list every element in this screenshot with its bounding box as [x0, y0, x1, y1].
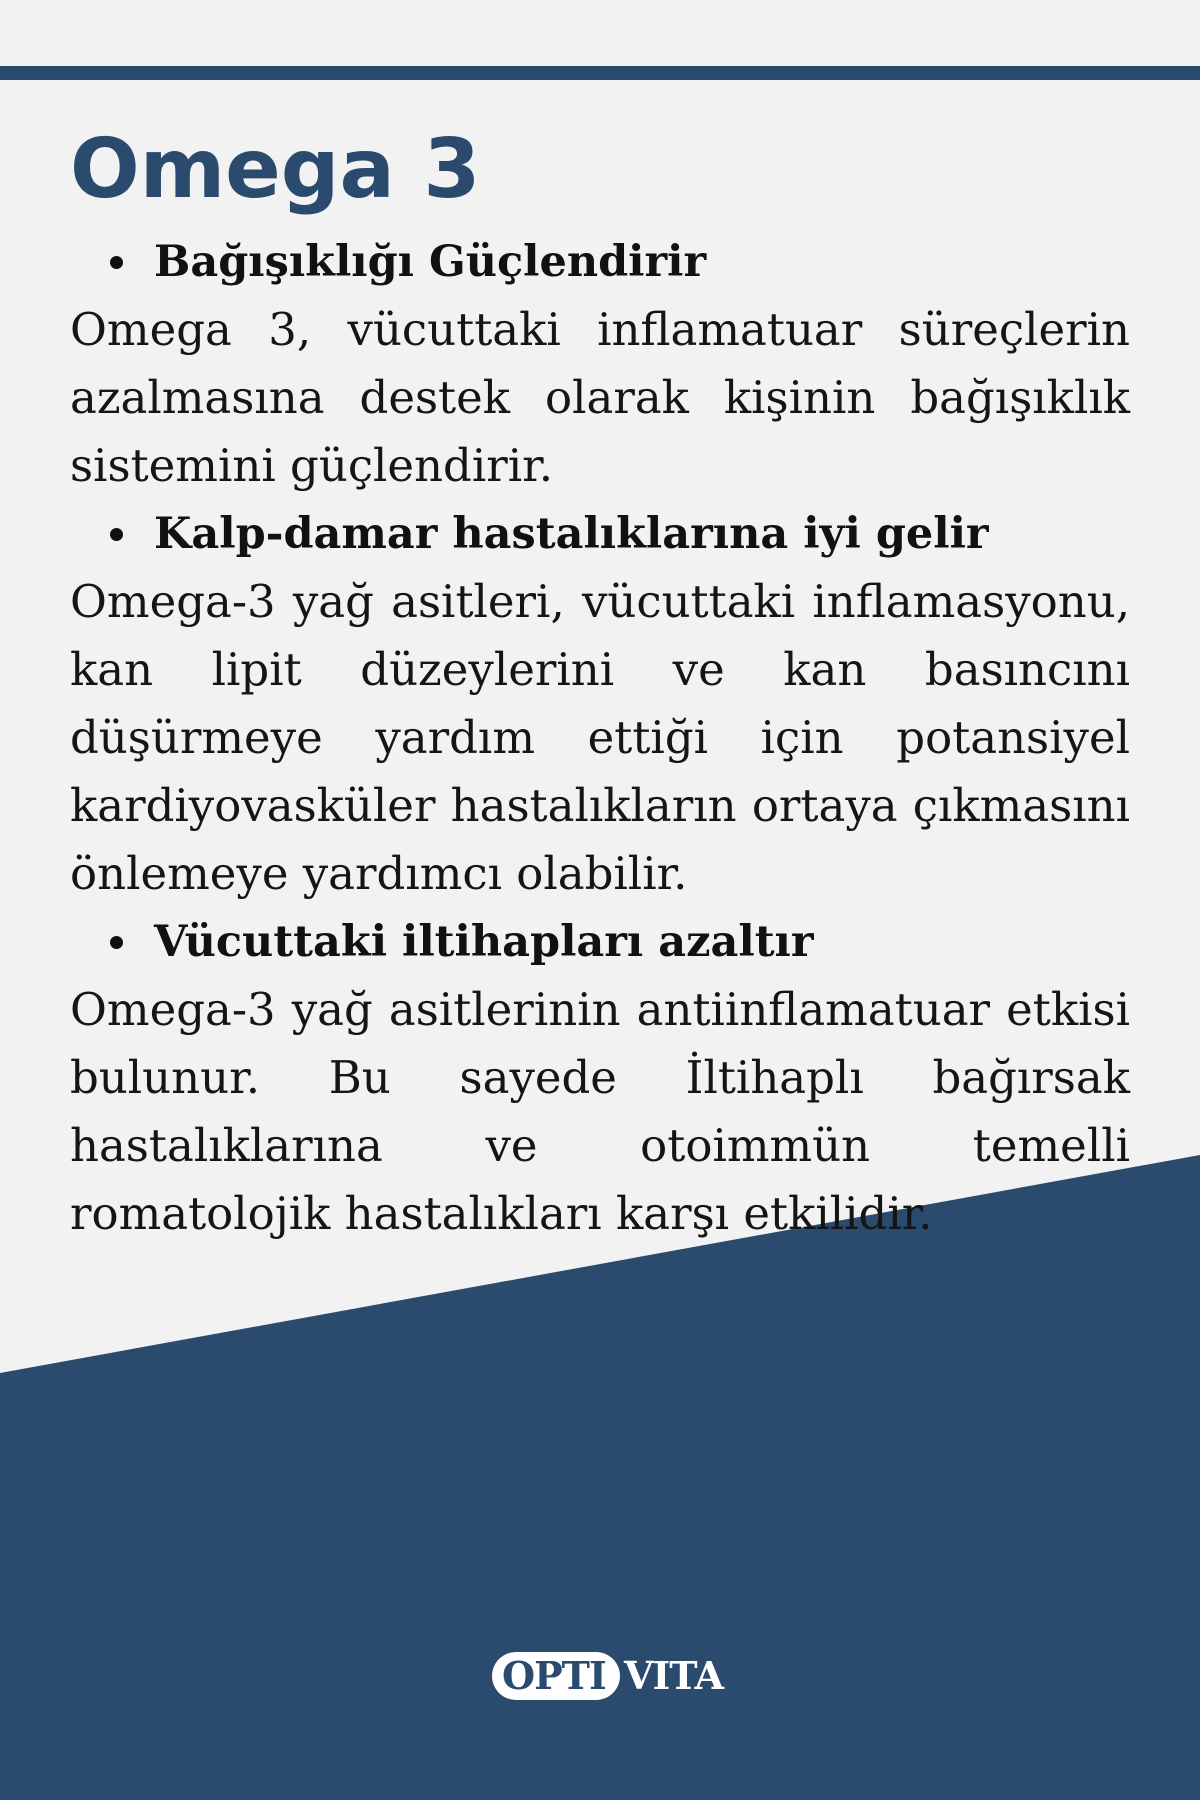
benefit-description: Omega 3, vücuttaki inflamatuar süreçlerin azalmasına destek olarak kişinin bağışıklık sistemini güçlendirir. — [70, 303, 1130, 492]
benefit-heading — [70, 908, 1130, 976]
benefit-description: Omega-3 yağ asitleri, vücuttaki inflamasyonu, kan lipit düzeylerini ve kan basıncını düşürmeye yardım ettiği için potansiyel kardiyovasküler hastalıkların ortaya çıkmasını önlemeye yardımcı olabilir. — [70, 575, 1130, 900]
benefit-heading — [70, 228, 1130, 296]
benefit-heading-text: Vücuttaki iltihapları azaltır — [154, 917, 814, 967]
page-title: Omega 3 — [70, 122, 481, 217]
bullet-icon — [110, 256, 123, 269]
bullet-icon — [110, 528, 123, 541]
benefit-heading — [70, 500, 1130, 568]
logo-text-vita: VITA — [624, 1653, 723, 1698]
benefit-section — [70, 908, 1130, 1248]
main-content — [70, 120, 1130, 1248]
optivita-logo — [492, 1646, 723, 1706]
benefit-heading-text: Kalp-damar hastalıklarına iyi gelir — [154, 509, 989, 559]
benefit-section — [70, 228, 1130, 500]
logo-text-opti: OPTI — [502, 1653, 606, 1698]
benefit-section — [70, 500, 1130, 908]
bullet-icon — [110, 936, 123, 949]
benefit-heading-text: Bağışıklığı Güçlendirir — [154, 237, 707, 287]
benefit-description: Omega-3 yağ asitlerinin antiinflamatuar etkisi bulunur. Bu sayede İltihaplı bağırsak hastalıklarına ve otoimmün temelli romatolojik hastalıkları karşı etkilidir. — [70, 983, 1130, 1240]
